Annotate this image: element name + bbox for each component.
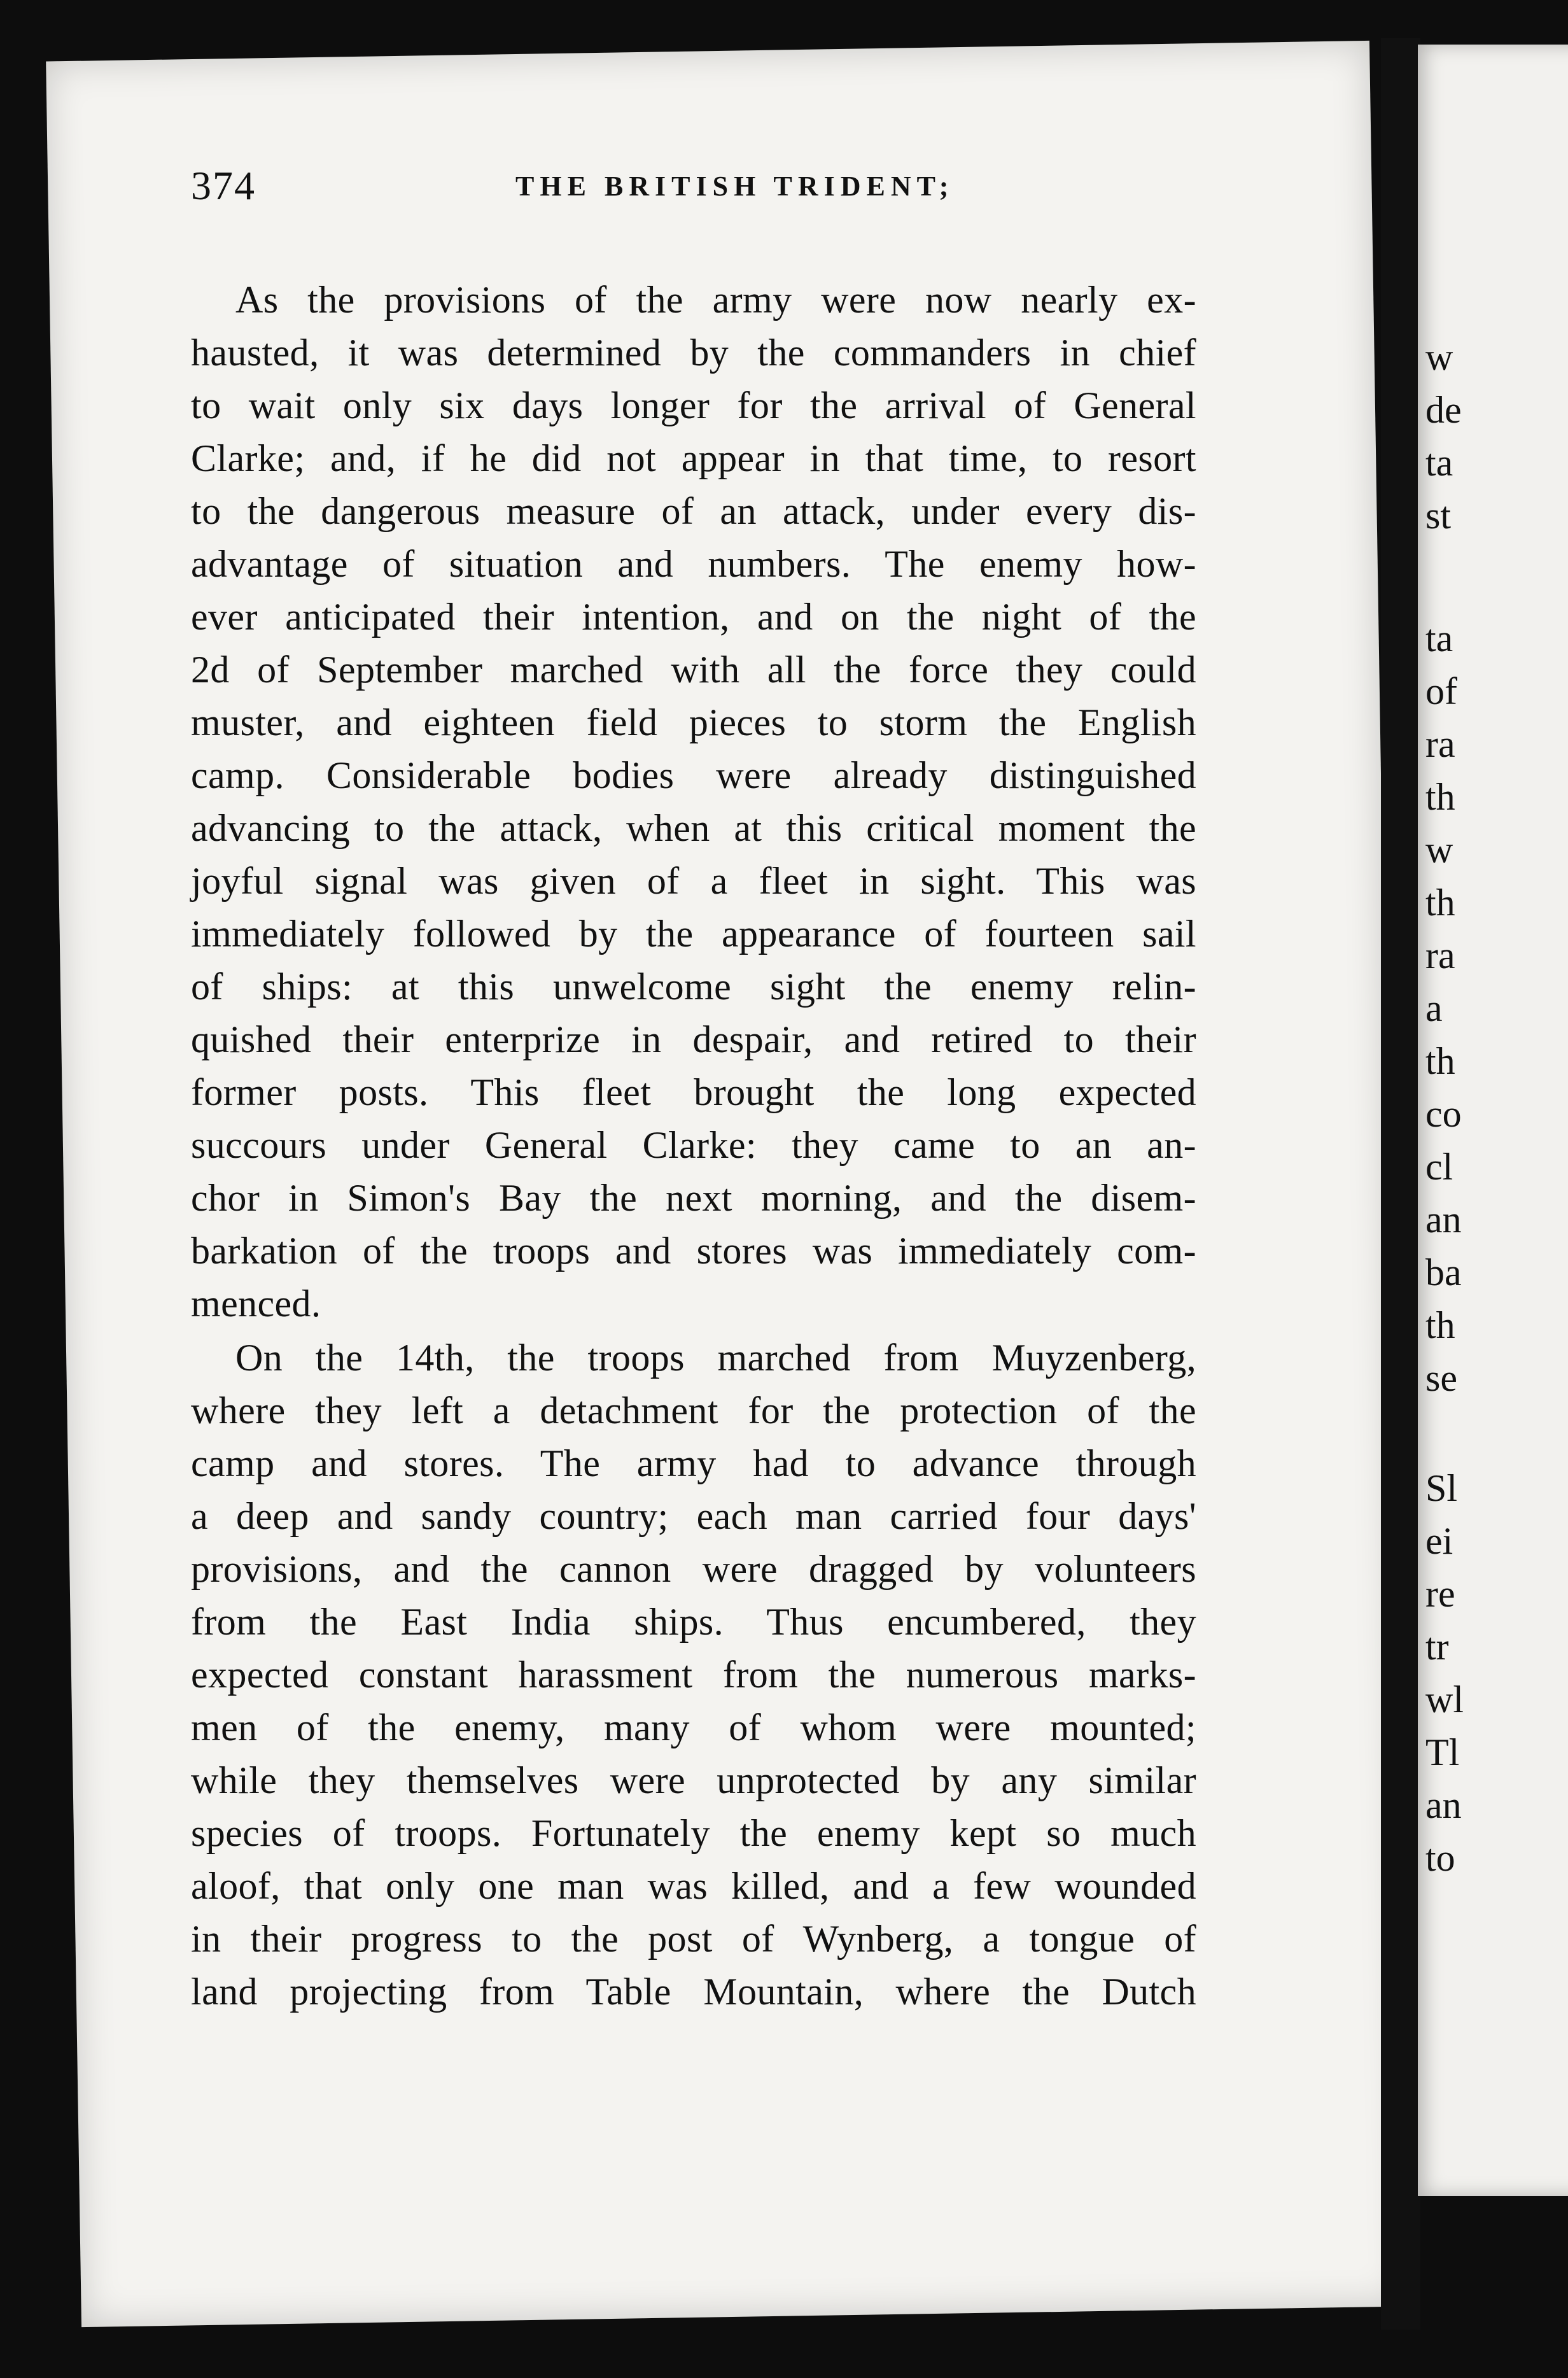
text-line: joyful signal was given of a fleet in sight. This was <box>191 860 1196 902</box>
text-line: As the provisions of the army were now nearly ex- <box>235 279 1196 321</box>
running-head: THE BRITISH TRIDENT; <box>515 171 955 202</box>
text-line: Clarke; and, if he did not appear in that time, to resort <box>191 437 1196 479</box>
text-line: to wait only six days longer for the arrival of General <box>191 384 1196 426</box>
text-line: in their progress to the post of Wynberg, a tongue of <box>191 1918 1196 1960</box>
facing-fragment: th <box>1425 882 1455 924</box>
text-line: former posts. This fleet brought the long expected <box>191 1071 1196 1113</box>
facing-fragment: ei <box>1425 1520 1453 1562</box>
text-line: where they left a detachment for the protection of the <box>191 1390 1196 1432</box>
text-line: advantage of situation and numbers. The enemy how- <box>191 543 1196 585</box>
facing-fragment: st <box>1425 495 1452 537</box>
text-line: chor in Simon's Bay the next morning, and the disem- <box>191 1177 1196 1219</box>
facing-fragment: Sl <box>1425 1467 1458 1509</box>
facing-fragment: an <box>1425 1199 1462 1241</box>
page-number: 374 <box>191 163 256 208</box>
facing-fragment: re <box>1425 1573 1455 1615</box>
text-line: menced. <box>191 1283 321 1325</box>
facing-fragment: cl <box>1425 1146 1453 1188</box>
facing-fragment: de <box>1425 389 1462 431</box>
text-line: quished their enterprize in despair, and retired to their <box>191 1018 1196 1060</box>
facing-fragment: a <box>1425 987 1443 1029</box>
facing-fragment: th <box>1425 1040 1455 1082</box>
facing-fragment: ta <box>1425 442 1453 484</box>
text-line: expected constant harassment from the numerous marks- <box>191 1654 1196 1696</box>
text-line: a deep and sandy country; each man carried four days' <box>191 1495 1196 1537</box>
facing-fragment: wl <box>1425 1678 1464 1720</box>
text-line: 2d of September marched with all the force they could <box>191 649 1196 691</box>
text-line: from the East India ships. Thus encumbered, they <box>191 1601 1196 1643</box>
facing-fragment: an <box>1425 1784 1462 1826</box>
facing-fragment: ra <box>1425 934 1455 976</box>
paragraph-2 <box>191 1332 1196 2018</box>
text-line: provisions, and the cannon were dragged by volunteers <box>191 1548 1196 1590</box>
facing-page-text <box>1425 331 1568 1885</box>
text-line: of ships: at this unwelcome sight the enemy relin- <box>191 966 1196 1008</box>
text-line: men of the enemy, many of whom were mounted; <box>191 1706 1196 1748</box>
facing-fragment: of <box>1425 670 1457 712</box>
text-line: hausted, it was determined by the commanders in chief <box>191 332 1196 374</box>
facing-fragment: se <box>1425 1357 1457 1399</box>
text-line: camp. Considerable bodies were already distinguished <box>191 754 1196 796</box>
text-line: barkation of the troops and stores was immediately com- <box>191 1230 1196 1272</box>
facing-fragment: th <box>1425 776 1455 818</box>
text-line: land projecting from Table Mountain, where the Dutch <box>191 1971 1196 2013</box>
facing-fragment: ta <box>1425 617 1453 659</box>
body-text <box>191 274 1196 2018</box>
facing-fragment: tr <box>1425 1626 1449 1668</box>
text-line: species of troops. Fortunately the enemy kept so much <box>191 1812 1196 1854</box>
book-gutter <box>1381 38 1420 2330</box>
text-line: succours under General Clarke: they came to an an- <box>191 1124 1196 1166</box>
facing-fragment: to <box>1425 1837 1455 1879</box>
facing-fragment: ra <box>1425 723 1455 765</box>
text-line: aloof, that only one man was killed, and a few wounded <box>191 1865 1196 1907</box>
facing-fragment: th <box>1425 1304 1455 1346</box>
facing-fragment: w <box>1425 829 1453 871</box>
paragraph-1 <box>191 274 1196 1330</box>
facing-fragment: ba <box>1425 1251 1462 1293</box>
text-line: advancing to the attack, when at this critical moment the <box>191 807 1196 849</box>
text-line: to the dangerous measure of an attack, under every dis- <box>191 490 1196 532</box>
text-line: while they themselves were unprotected by any similar <box>191 1759 1196 1801</box>
facing-fragment: co <box>1425 1093 1462 1135</box>
text-line: immediately followed by the appearance of fourteen sail <box>191 913 1196 955</box>
facing-fragment: w <box>1425 336 1453 378</box>
text-line: camp and stores. The army had to advance through <box>191 1442 1196 1484</box>
text-line: ever anticipated their intention, and on the night of the <box>191 596 1196 638</box>
page-header <box>191 162 1273 226</box>
facing-fragment: Tl <box>1425 1731 1460 1773</box>
text-line: On the 14th, the troops marched from Muyzenberg, <box>235 1337 1196 1379</box>
text-line: muster, and eighteen field pieces to storm the English <box>191 701 1196 743</box>
